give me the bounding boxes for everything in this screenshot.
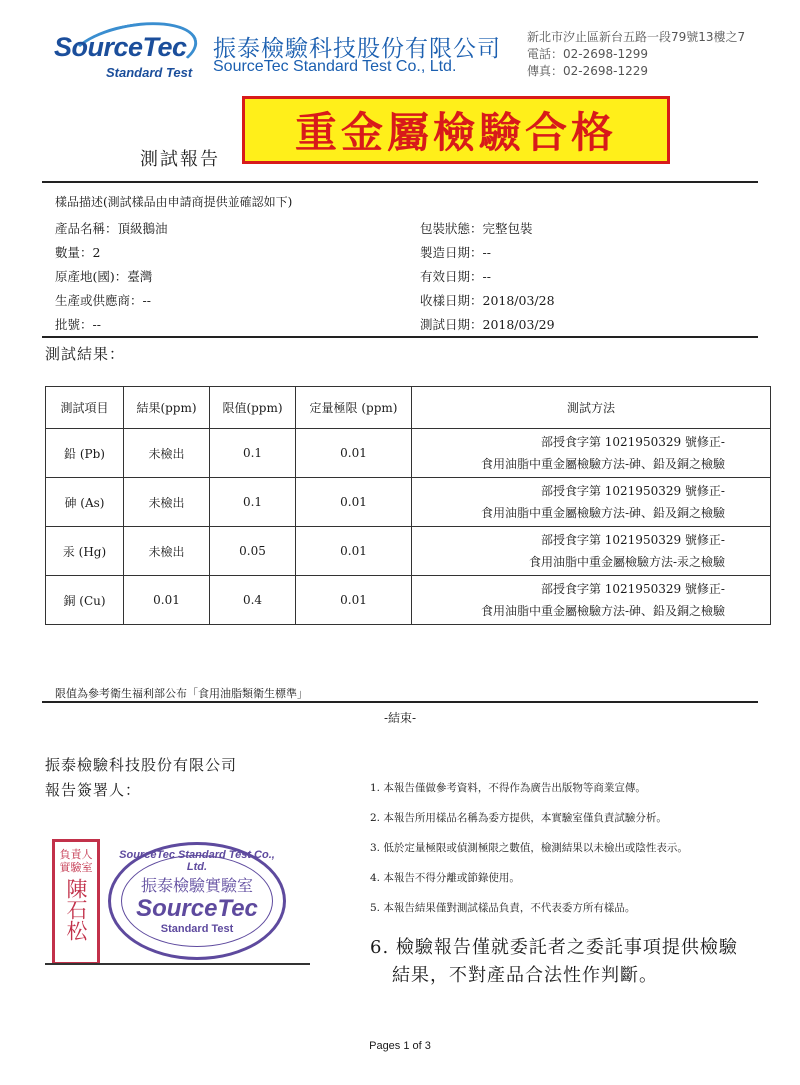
divider: [42, 701, 758, 703]
company-logo: [50, 22, 210, 82]
banner-text: 重金屬檢驗合格: [294, 108, 617, 157]
logo-brand: SourceTec: [54, 32, 187, 62]
divider: [42, 336, 758, 338]
test-limit: 0.1: [210, 478, 296, 527]
sample-description-title: 樣品描述(測試樣品由申請商提供並確認如下): [55, 195, 293, 209]
column-header: 測試方法: [412, 387, 771, 429]
test-loq: 0.01: [296, 478, 412, 527]
column-header: 限值(ppm): [210, 387, 296, 429]
sample-field: 數量：2: [55, 245, 101, 260]
end-mark: -結束-: [383, 711, 417, 725]
test-item: 銅 (Cu): [46, 576, 124, 625]
test-loq: 0.01: [296, 527, 412, 576]
company-name-en: SourceTec Standard Test Co., Ltd.: [213, 58, 457, 75]
test-result: 0.01: [124, 576, 210, 625]
phone: 電話：02-2698-1299: [527, 47, 649, 61]
sample-field: 製造日期：--: [420, 245, 491, 260]
test-method: 部授食字第 1021950329 號修正- 食用油脂中重金屬檢驗方法-砷、鉛及銅之檢驗: [412, 576, 771, 625]
seal-name: 陳石松: [64, 878, 88, 941]
company-name-zh: 振泰檢驗科技股份有限公司: [213, 36, 501, 62]
note-item: 2. 本報告所用樣品名稱為委方提供，本實驗室僅負責試驗分析。: [370, 812, 667, 824]
test-loq: 0.01: [296, 576, 412, 625]
sample-field: 產品名稱：頂級鵝油: [55, 221, 168, 236]
note-item-emphasis: 6. 檢驗報告僅就委託者之委託事項提供檢驗 結果，不對產品合法性作判斷。: [370, 937, 738, 986]
address: 新北市汐止區新台五路一段79號13樓之7: [527, 30, 746, 44]
signature-seal: [52, 839, 100, 965]
signer-label: 報告簽署人：: [45, 781, 142, 799]
test-loq: 0.01: [296, 429, 412, 478]
column-header: 結果(ppm): [124, 387, 210, 429]
note-item: 1. 本報告僅做參考資料，不得作為廣告出版物等商業宣傳。: [370, 782, 646, 794]
test-limit: 0.4: [210, 576, 296, 625]
test-method: 部授食字第 1021950329 號修正- 食用油脂中重金屬檢驗方法-砷、鉛及銅之檢驗: [412, 429, 771, 478]
stamp-brand: SourceTec: [136, 895, 258, 922]
stamp-lab-name: 振泰檢驗實驗室: [140, 876, 253, 895]
signature-line: [45, 963, 310, 965]
note-item: 5. 本報告結果僅對測試樣品負責，不代表委方所有樣品。: [370, 902, 636, 914]
table-row: [46, 527, 771, 576]
stamp-sub: Standard Test: [160, 923, 234, 935]
test-limit: 0.05: [210, 527, 296, 576]
report-label: 測試報告: [140, 149, 220, 170]
fax: 傳真：02-2698-1229: [527, 64, 649, 78]
contact-block: [527, 29, 745, 80]
limit-note: 限值為參考衛生福利部公布「食用油脂類衛生標準」: [55, 687, 308, 700]
page-number: Pages 1 of 3: [369, 1040, 431, 1052]
table-row: [46, 478, 771, 527]
test-method: 部授食字第 1021950329 號修正- 食用油脂中重金屬檢驗方法-汞之檢驗: [412, 527, 771, 576]
signer-company: 振泰檢驗科技股份有限公司: [45, 756, 238, 774]
sample-field: 原產地(國)：臺灣: [55, 269, 153, 284]
seal-title: 負責人 實驗室: [59, 848, 93, 874]
test-result: 未檢出: [124, 478, 210, 527]
note-item: 3. 低於定量極限或偵測極限之數值，檢測結果以未檢出或陰性表示。: [370, 842, 688, 854]
table-header-row: [46, 387, 771, 429]
column-header: 定量極限 (ppm): [296, 387, 412, 429]
results-title: 測試結果：: [45, 345, 126, 363]
lab-stamp: [108, 842, 286, 960]
table-row: [46, 576, 771, 625]
divider: [42, 181, 758, 183]
sample-field: 生產或供應商：--: [55, 293, 151, 308]
test-result: 未檢出: [124, 527, 210, 576]
pass-banner: [242, 96, 670, 164]
sample-field: 收樣日期：2018/03/28: [420, 293, 555, 308]
sample-field: 有效日期：--: [420, 269, 491, 284]
logo-sub: Standard Test: [106, 65, 193, 80]
table-row: [46, 429, 771, 478]
test-result: 未檢出: [124, 429, 210, 478]
test-method: 部授食字第 1021950329 號修正- 食用油脂中重金屬檢驗方法-砷、鉛及銅之檢驗: [412, 478, 771, 527]
test-limit: 0.1: [210, 429, 296, 478]
test-item: 汞 (Hg): [46, 527, 124, 576]
sample-field: 測試日期：2018/03/29: [420, 317, 555, 332]
notes-list: [370, 780, 770, 990]
note-item: 4. 本報告不得分離或節錄使用。: [370, 872, 520, 884]
results-table: [45, 386, 771, 625]
column-header: 測試項目: [46, 387, 124, 429]
sample-field: 包裝狀態：完整包裝: [420, 221, 533, 236]
test-item: 鉛 (Pb): [46, 429, 124, 478]
test-item: 砷 (As): [46, 478, 124, 527]
sample-field: 批號：--: [55, 317, 101, 332]
stamp-arc-text: SourceTec Standard Test Co., Ltd.: [119, 849, 275, 873]
